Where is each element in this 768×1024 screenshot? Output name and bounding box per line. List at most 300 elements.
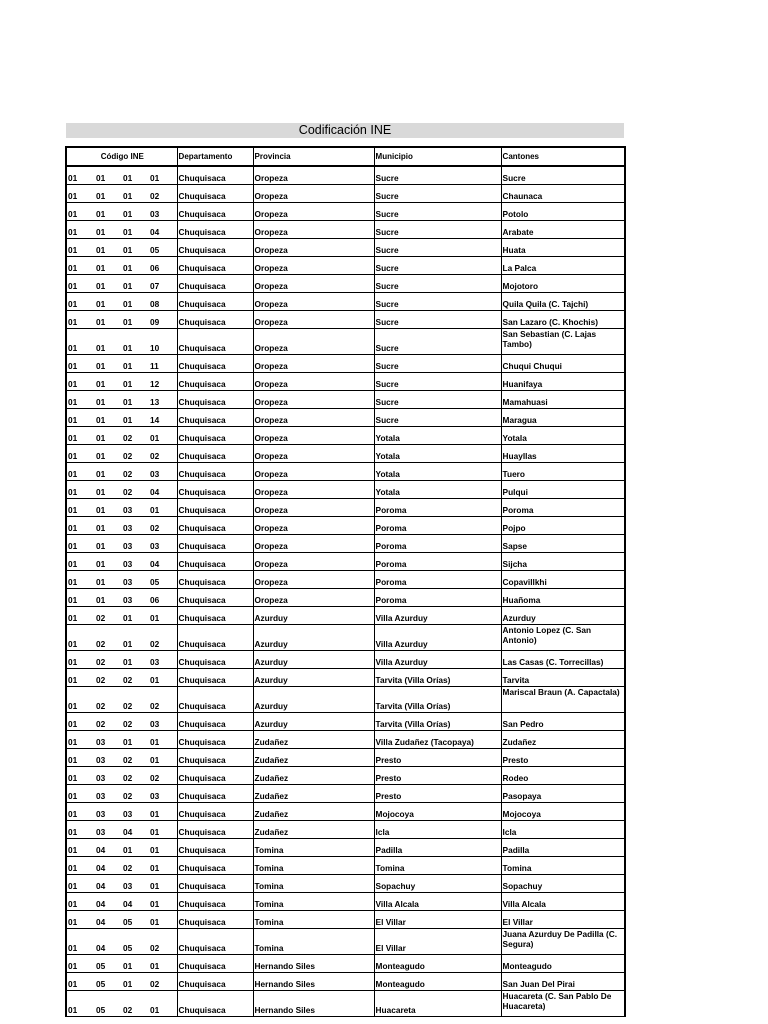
cell-provincia: Oropeza [253,391,374,409]
cell-canton: Chaunaca [501,185,625,203]
cell-codigo-dep: 01 [66,166,95,185]
cell-provincia: Oropeza [253,185,374,203]
cell-codigo-dep: 01 [66,463,95,481]
table-row [66,463,625,481]
cell-municipio: Villa Zudañez (Tacopaya) [374,731,501,749]
cell-municipio: Sucre [374,355,501,373]
header-cantones: Cantones [501,147,625,166]
cell-canton: Sucre [501,166,625,185]
cell-codigo-prov: 01 [95,293,122,311]
cell-municipio: Yotala [374,427,501,445]
cell-canton: Antonio Lopez (C. San Antonio) [501,625,625,651]
cell-departamento: Chuquisaca [177,355,253,373]
cell-provincia: Azurduy [253,625,374,651]
cell-departamento: Chuquisaca [177,589,253,607]
cell-departamento: Chuquisaca [177,839,253,857]
cell-codigo-dep: 01 [66,427,95,445]
cell-provincia: Azurduy [253,607,374,625]
cell-codigo-canton: 06 [149,257,177,275]
cell-municipio: Presto [374,767,501,785]
cell-codigo-mun: 01 [122,607,149,625]
cell-codigo-dep: 01 [66,589,95,607]
cell-departamento: Chuquisaca [177,687,253,713]
cell-canton: Sijcha [501,553,625,571]
cell-municipio: Sucre [374,391,501,409]
cell-codigo-mun: 02 [122,713,149,731]
cell-canton: Rodeo [501,767,625,785]
cell-codigo-mun: 01 [122,391,149,409]
table-row [66,185,625,203]
cell-provincia: Tomina [253,875,374,893]
cell-codigo-canton: 03 [149,535,177,553]
cell-municipio: Tomina [374,857,501,875]
cell-departamento: Chuquisaca [177,499,253,517]
cell-canton: Sopachuy [501,875,625,893]
cell-codigo-prov: 01 [95,355,122,373]
cell-departamento: Chuquisaca [177,275,253,293]
cell-codigo-dep: 01 [66,821,95,839]
cell-canton: Tuero [501,463,625,481]
cell-municipio: El Villar [374,911,501,929]
cell-municipio: Poroma [374,517,501,535]
cell-codigo-mun: 01 [122,355,149,373]
cell-canton: Tomina [501,857,625,875]
cell-canton: San Juan Del Pirai [501,973,625,991]
cell-provincia: Oropeza [253,257,374,275]
cell-codigo-canton: 01 [149,749,177,767]
cell-provincia: Oropeza [253,203,374,221]
table-row [66,391,625,409]
cell-codigo-dep: 01 [66,517,95,535]
cell-departamento: Chuquisaca [177,625,253,651]
cell-provincia: Oropeza [253,275,374,293]
cell-canton: Copavillkhi [501,571,625,589]
cell-municipio: Villa Azurduy [374,607,501,625]
table-row [66,427,625,445]
cell-municipio: Yotala [374,445,501,463]
cell-codigo-prov: 03 [95,785,122,803]
cell-departamento: Chuquisaca [177,713,253,731]
cell-codigo-canton: 01 [149,607,177,625]
cell-provincia: Oropeza [253,589,374,607]
cell-codigo-prov: 05 [95,955,122,973]
cell-codigo-prov: 01 [95,239,122,257]
table-row [66,329,625,355]
cell-codigo-dep: 01 [66,625,95,651]
table-row [66,911,625,929]
cell-municipio: Sucre [374,311,501,329]
cell-municipio: Yotala [374,481,501,499]
cell-departamento: Chuquisaca [177,463,253,481]
cell-codigo-mun: 02 [122,687,149,713]
cell-canton: Mariscal Braun (A. Capactala) [501,687,625,713]
cell-codigo-prov: 05 [95,973,122,991]
cell-codigo-dep: 01 [66,731,95,749]
table-row [66,275,625,293]
cell-codigo-mun: 01 [122,166,149,185]
cell-codigo-prov: 03 [95,803,122,821]
table-row [66,713,625,731]
cell-municipio: Mojocoya [374,803,501,821]
cell-codigo-dep: 01 [66,221,95,239]
cell-codigo-mun: 04 [122,893,149,911]
cell-codigo-prov: 04 [95,875,122,893]
header-municipio: Municipio [374,147,501,166]
cell-codigo-mun: 01 [122,221,149,239]
cell-codigo-canton: 01 [149,669,177,687]
cell-provincia: Zudañez [253,785,374,803]
table-row [66,571,625,589]
cell-codigo-prov: 01 [95,571,122,589]
cell-municipio: Sucre [374,166,501,185]
cell-codigo-mun: 03 [122,875,149,893]
cell-codigo-mun: 01 [122,329,149,355]
cell-codigo-dep: 01 [66,991,95,1017]
table-row [66,821,625,839]
cell-municipio: Sucre [374,329,501,355]
cell-codigo-mun: 01 [122,311,149,329]
cell-departamento: Chuquisaca [177,857,253,875]
cell-codigo-dep: 01 [66,185,95,203]
cell-canton: Mamahuasi [501,391,625,409]
cell-codigo-prov: 01 [95,166,122,185]
cell-municipio: Sucre [374,185,501,203]
cell-codigo-mun: 04 [122,821,149,839]
cell-departamento: Chuquisaca [177,607,253,625]
cell-codigo-canton: 01 [149,893,177,911]
cell-municipio: Presto [374,749,501,767]
cell-provincia: Oropeza [253,481,374,499]
cell-provincia: Zudañez [253,821,374,839]
table-row [66,481,625,499]
cell-codigo-prov: 03 [95,767,122,785]
cell-codigo-mun: 02 [122,445,149,463]
cell-codigo-canton: 01 [149,875,177,893]
table-row [66,749,625,767]
cell-provincia: Zudañez [253,731,374,749]
cell-codigo-mun: 01 [122,257,149,275]
cell-municipio: Tarvita (Villa Orías) [374,687,501,713]
cell-codigo-mun: 05 [122,911,149,929]
cell-codigo-canton: 14 [149,409,177,427]
cell-municipio: Sucre [374,409,501,427]
cell-provincia: Tomina [253,929,374,955]
table-row [66,803,625,821]
cell-codigo-prov: 01 [95,499,122,517]
cell-provincia: Zudañez [253,767,374,785]
cell-municipio: Poroma [374,499,501,517]
table-row [66,687,625,713]
cell-departamento: Chuquisaca [177,239,253,257]
cell-provincia: Oropeza [253,239,374,257]
cell-canton: Pojpo [501,517,625,535]
cell-municipio: Villa Alcala [374,893,501,911]
cell-codigo-mun: 02 [122,749,149,767]
cell-departamento: Chuquisaca [177,311,253,329]
table-row [66,929,625,955]
cell-codigo-canton: 02 [149,517,177,535]
cell-codigo-mun: 01 [122,239,149,257]
cell-codigo-dep: 01 [66,803,95,821]
cell-codigo-prov: 01 [95,589,122,607]
cell-codigo-dep: 01 [66,293,95,311]
cell-codigo-mun: 01 [122,955,149,973]
cell-codigo-dep: 01 [66,409,95,427]
cell-provincia: Azurduy [253,713,374,731]
cell-codigo-mun: 02 [122,785,149,803]
table-row [66,625,625,651]
cell-provincia: Zudañez [253,749,374,767]
cell-codigo-prov: 01 [95,445,122,463]
cell-codigo-prov: 01 [95,203,122,221]
cell-codigo-dep: 01 [66,839,95,857]
table-row [66,767,625,785]
table-row [66,221,625,239]
cell-codigo-dep: 01 [66,785,95,803]
cell-codigo-prov: 01 [95,373,122,391]
ine-codes-table-container [65,146,624,1017]
cell-provincia: Oropeza [253,221,374,239]
cell-canton: Potolo [501,203,625,221]
cell-canton: Huañoma [501,589,625,607]
cell-codigo-canton: 03 [149,785,177,803]
table-row [66,785,625,803]
cell-departamento: Chuquisaca [177,391,253,409]
cell-provincia: Tomina [253,839,374,857]
cell-canton: Poroma [501,499,625,517]
cell-provincia: Oropeza [253,427,374,445]
cell-municipio: Poroma [374,589,501,607]
cell-codigo-mun: 02 [122,669,149,687]
cell-codigo-mun: 01 [122,203,149,221]
cell-departamento: Chuquisaca [177,955,253,973]
cell-codigo-mun: 01 [122,973,149,991]
cell-codigo-dep: 01 [66,749,95,767]
cell-municipio: Sucre [374,203,501,221]
table-body [66,166,625,1017]
cell-codigo-canton: 04 [149,481,177,499]
cell-provincia: Tomina [253,893,374,911]
cell-codigo-dep: 01 [66,391,95,409]
cell-codigo-canton: 02 [149,929,177,955]
cell-departamento: Chuquisaca [177,166,253,185]
cell-canton: Quila Quila (C. Tajchi) [501,293,625,311]
cell-departamento: Chuquisaca [177,571,253,589]
cell-codigo-dep: 01 [66,553,95,571]
cell-codigo-prov: 02 [95,651,122,669]
cell-departamento: Chuquisaca [177,329,253,355]
table-row [66,409,625,427]
cell-codigo-canton: 01 [149,955,177,973]
cell-codigo-dep: 01 [66,275,95,293]
cell-codigo-prov: 04 [95,839,122,857]
table-row [66,355,625,373]
cell-codigo-mun: 03 [122,499,149,517]
table-row [66,955,625,973]
cell-municipio: Sucre [374,373,501,391]
cell-canton: Azurduy [501,607,625,625]
ine-codes-table [65,146,626,1017]
cell-departamento: Chuquisaca [177,893,253,911]
cell-codigo-dep: 01 [66,571,95,589]
cell-canton: Villa Alcala [501,893,625,911]
cell-codigo-canton: 06 [149,589,177,607]
header-departamento: Departamento [177,147,253,166]
table-row [66,203,625,221]
cell-codigo-mun: 03 [122,535,149,553]
cell-codigo-prov: 01 [95,185,122,203]
cell-municipio: Tarvita (Villa Orías) [374,669,501,687]
cell-departamento: Chuquisaca [177,553,253,571]
cell-codigo-prov: 01 [95,463,122,481]
cell-codigo-mun: 03 [122,517,149,535]
cell-municipio: Presto [374,785,501,803]
cell-municipio: Villa Azurduy [374,625,501,651]
cell-codigo-prov: 01 [95,553,122,571]
cell-codigo-prov: 01 [95,391,122,409]
cell-departamento: Chuquisaca [177,481,253,499]
cell-departamento: Chuquisaca [177,973,253,991]
table-row [66,517,625,535]
cell-provincia: Hernando Siles [253,955,374,973]
document-title: Codificación INE [66,123,624,138]
cell-canton: Huayllas [501,445,625,463]
cell-municipio: Poroma [374,571,501,589]
cell-codigo-canton: 07 [149,275,177,293]
cell-provincia: Oropeza [253,311,374,329]
cell-provincia: Tomina [253,911,374,929]
cell-codigo-canton: 01 [149,803,177,821]
cell-codigo-dep: 01 [66,373,95,391]
cell-codigo-prov: 04 [95,911,122,929]
cell-codigo-dep: 01 [66,857,95,875]
cell-municipio: Monteagudo [374,955,501,973]
cell-codigo-mun: 01 [122,185,149,203]
cell-municipio: Sucre [374,275,501,293]
cell-codigo-dep: 01 [66,875,95,893]
cell-codigo-canton: 02 [149,687,177,713]
cell-codigo-prov: 01 [95,275,122,293]
cell-codigo-mun: 03 [122,589,149,607]
cell-codigo-canton: 03 [149,463,177,481]
cell-codigo-dep: 01 [66,311,95,329]
cell-codigo-mun: 02 [122,991,149,1017]
cell-codigo-prov: 01 [95,221,122,239]
header-codigo-ine: Código INE [66,147,177,166]
cell-canton: Huanifaya [501,373,625,391]
cell-codigo-prov: 04 [95,857,122,875]
cell-municipio: Icla [374,821,501,839]
cell-codigo-canton: 01 [149,821,177,839]
cell-canton: Padilla [501,839,625,857]
cell-provincia: Azurduy [253,669,374,687]
table-row [66,875,625,893]
cell-codigo-mun: 01 [122,373,149,391]
cell-codigo-mun: 01 [122,651,149,669]
cell-codigo-prov: 02 [95,669,122,687]
cell-codigo-mun: 03 [122,803,149,821]
cell-codigo-canton: 01 [149,499,177,517]
table-row [66,893,625,911]
table-row [66,293,625,311]
cell-codigo-dep: 01 [66,499,95,517]
cell-canton: Icla [501,821,625,839]
cell-canton: Mojotoro [501,275,625,293]
cell-departamento: Chuquisaca [177,651,253,669]
cell-departamento: Chuquisaca [177,221,253,239]
cell-departamento: Chuquisaca [177,203,253,221]
cell-codigo-prov: 01 [95,427,122,445]
cell-codigo-mun: 03 [122,553,149,571]
cell-codigo-canton: 04 [149,221,177,239]
cell-codigo-mun: 01 [122,731,149,749]
cell-municipio: Yotala [374,463,501,481]
cell-codigo-prov: 01 [95,311,122,329]
table-row [66,651,625,669]
cell-municipio: Sucre [374,239,501,257]
cell-departamento: Chuquisaca [177,373,253,391]
cell-municipio: Sucre [374,221,501,239]
cell-codigo-canton: 01 [149,839,177,857]
cell-codigo-dep: 01 [66,329,95,355]
cell-codigo-dep: 01 [66,203,95,221]
cell-codigo-prov: 04 [95,929,122,955]
cell-canton: Mojocoya [501,803,625,821]
cell-codigo-dep: 01 [66,535,95,553]
cell-canton: Pulqui [501,481,625,499]
table-row [66,973,625,991]
table-row [66,239,625,257]
cell-codigo-mun: 02 [122,427,149,445]
cell-codigo-dep: 01 [66,257,95,275]
cell-codigo-mun: 01 [122,275,149,293]
cell-provincia: Oropeza [253,373,374,391]
table-row [66,589,625,607]
cell-provincia: Oropeza [253,463,374,481]
cell-provincia: Oropeza [253,571,374,589]
cell-canton: San Sebastian (C. Lajas Tambo) [501,329,625,355]
cell-codigo-mun: 05 [122,929,149,955]
cell-codigo-canton: 02 [149,185,177,203]
cell-codigo-canton: 05 [149,571,177,589]
cell-departamento: Chuquisaca [177,749,253,767]
cell-codigo-dep: 01 [66,973,95,991]
cell-departamento: Chuquisaca [177,257,253,275]
cell-provincia: Oropeza [253,166,374,185]
cell-provincia: Oropeza [253,535,374,553]
cell-codigo-dep: 01 [66,929,95,955]
cell-provincia: Oropeza [253,445,374,463]
table-row [66,607,625,625]
cell-departamento: Chuquisaca [177,929,253,955]
cell-codigo-dep: 01 [66,713,95,731]
table-row [66,445,625,463]
table-row [66,311,625,329]
cell-provincia: Hernando Siles [253,973,374,991]
cell-canton: Juana Azurduy De Padilla (C. Segura) [501,929,625,955]
cell-codigo-dep: 01 [66,767,95,785]
cell-municipio: Sucre [374,293,501,311]
cell-canton: San Lazaro (C. Khochis) [501,311,625,329]
cell-codigo-mun: 01 [122,625,149,651]
header-provincia: Provincia [253,147,374,166]
cell-canton: La Palca [501,257,625,275]
cell-provincia: Oropeza [253,355,374,373]
cell-codigo-prov: 01 [95,329,122,355]
cell-codigo-prov: 02 [95,713,122,731]
cell-departamento: Chuquisaca [177,875,253,893]
cell-municipio: Huacareta [374,991,501,1017]
